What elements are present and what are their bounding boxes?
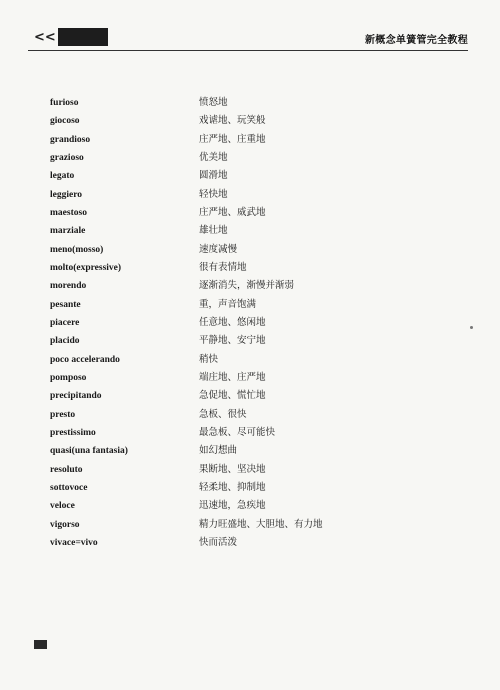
term-row — [50, 461, 470, 479]
italian-term: grazioso — [50, 152, 84, 163]
term-row — [50, 296, 470, 314]
chinese-meaning: 重，声音饱满 — [199, 298, 257, 310]
italian-term: legato — [50, 171, 75, 182]
chinese-meaning: 轻柔地、抑制地 — [199, 481, 266, 493]
term-row — [50, 277, 470, 295]
term-row — [50, 424, 470, 442]
page-number-mark — [34, 640, 47, 649]
term-row — [50, 204, 470, 222]
chinese-meaning: 轻快地 — [199, 188, 228, 200]
chinese-meaning: 任意地、悠闲地 — [199, 316, 266, 328]
term-row — [50, 112, 470, 130]
chinese-meaning: 最急板、尽可能快 — [199, 426, 276, 438]
term-row — [50, 149, 470, 167]
italian-term: furioso — [50, 98, 79, 108]
italian-term: meno(mosso) — [50, 244, 104, 255]
chinese-meaning: 逐渐消失，渐慢并渐弱 — [199, 280, 295, 292]
term-row — [50, 259, 470, 277]
italian-term: poco accelerando — [50, 354, 120, 365]
italian-term: maestoso — [50, 207, 87, 218]
italian-term: prestissimo — [50, 427, 96, 438]
italian-term: molto(expressive) — [50, 262, 122, 273]
term-row — [50, 369, 470, 387]
chinese-meaning: 精力旺盛地、大胆地、有力地 — [199, 518, 323, 530]
double-chevron-left-icon: << — [34, 30, 56, 45]
term-row — [50, 387, 470, 405]
chinese-meaning: 端庄地、庄严地 — [199, 371, 266, 383]
term-row — [50, 479, 470, 497]
italian-term: morendo — [50, 281, 87, 292]
italian-term: grandioso — [50, 134, 91, 145]
term-row — [50, 534, 470, 552]
term-row — [50, 222, 470, 240]
term-row — [50, 186, 470, 204]
chinese-meaning: 庄严地、威武地 — [199, 206, 266, 218]
chinese-meaning: 平静地、安宁地 — [199, 335, 266, 347]
book-title: 新概念单簧管完全教程 — [365, 35, 468, 46]
chinese-meaning: 果断地、坚决地 — [199, 463, 266, 475]
header-divider — [28, 50, 468, 51]
italian-term: quasi(una fantasia) — [50, 446, 128, 457]
chinese-meaning: 愤怒地 — [199, 97, 228, 108]
italian-term: presto — [50, 409, 76, 420]
header-black-block — [58, 28, 108, 46]
chinese-meaning: 雄壮地 — [199, 225, 228, 237]
chinese-meaning: 迅速地，急疾地 — [199, 500, 266, 512]
term-row — [50, 94, 470, 112]
italian-term: leggiero — [50, 189, 83, 200]
italian-term: vivace=vivo — [50, 537, 98, 548]
italian-term: giocoso — [50, 116, 80, 127]
chinese-meaning: 庄严地、庄重地 — [199, 133, 266, 145]
term-row — [50, 406, 470, 424]
italian-term: sottovoce — [50, 482, 88, 493]
term-row — [50, 131, 470, 149]
term-row — [50, 332, 470, 350]
italian-term: veloce — [50, 501, 75, 512]
chinese-meaning: 很有表情地 — [199, 261, 247, 273]
term-row — [50, 442, 470, 460]
italian-term: resoluto — [50, 464, 83, 475]
term-row — [50, 314, 470, 332]
italian-term: precipitando — [50, 391, 102, 402]
italian-term: piacere — [50, 317, 80, 328]
chinese-meaning: 优美地 — [199, 151, 228, 163]
italian-term: pesante — [50, 299, 81, 310]
term-row — [50, 351, 470, 369]
italian-term: pomposo — [50, 372, 87, 383]
chinese-meaning: 急促地、慌忙地 — [199, 390, 266, 402]
chinese-meaning: 稍快 — [199, 353, 219, 365]
term-row — [50, 497, 470, 515]
chinese-meaning: 快而活泼 — [199, 536, 238, 548]
term-list — [50, 94, 470, 552]
chinese-meaning: 如幻想曲 — [199, 445, 238, 457]
term-row — [50, 516, 470, 534]
chinese-meaning: 圆滑地 — [199, 170, 228, 182]
chinese-meaning: 戏谑地、玩笑般 — [199, 115, 266, 127]
term-row — [50, 241, 470, 259]
page-header — [28, 28, 468, 50]
scan-speck — [470, 326, 473, 329]
chinese-meaning: 速度减慢 — [199, 243, 238, 255]
italian-term: vigorso — [50, 519, 80, 530]
chinese-meaning: 急板、很快 — [199, 408, 247, 420]
italian-term: marziale — [50, 226, 86, 237]
italian-term: placido — [50, 336, 80, 347]
term-row — [50, 167, 470, 185]
